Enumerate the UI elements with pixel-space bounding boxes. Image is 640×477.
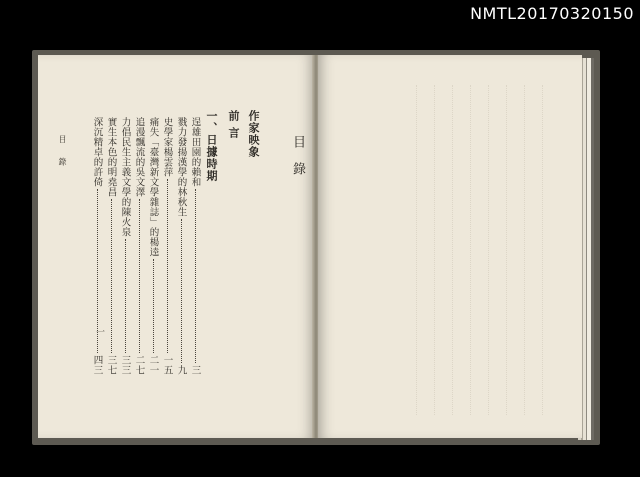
- bleed-through-text: [488, 85, 489, 415]
- toc-entry: [176, 117, 186, 375]
- toc-title: 目錄: [290, 135, 305, 189]
- toc-entry-title: 逞雄田園的賴和: [189, 117, 201, 187]
- section-preface: 前 言: [227, 110, 240, 139]
- running-footer: 目 錄: [58, 135, 67, 172]
- dot-leader: [194, 189, 196, 363]
- toc-entry-page: 二一: [147, 355, 159, 375]
- bleed-through-text: [524, 85, 525, 415]
- page-number: 一: [94, 327, 104, 336]
- toc-entry: [162, 117, 172, 375]
- toc-entry: [148, 117, 158, 375]
- bleed-through-text: [452, 85, 453, 415]
- right-page-show-through: [318, 55, 582, 438]
- toc-entry-page: 二七: [133, 355, 145, 375]
- bleed-through-text: [416, 85, 417, 415]
- toc-entry: [120, 117, 130, 375]
- toc-entry: [190, 117, 200, 375]
- dot-leader: [152, 259, 154, 353]
- bleed-through-text: [434, 85, 435, 415]
- toc-entry-page: 一五: [161, 355, 173, 375]
- toc-entry: [92, 117, 102, 375]
- section-portrait: 作家映象: [247, 110, 260, 158]
- bleed-through-text: [506, 85, 507, 415]
- toc-entry-page: 四三: [91, 355, 103, 375]
- toc-entry-title: 追漫飄流的吳文澤: [133, 117, 145, 197]
- archive-id-watermark: NMTL20170320150: [470, 4, 634, 23]
- toc-entry-title: 戮力發揚漢學的林秋生: [175, 117, 187, 217]
- toc-entry-page: 九: [175, 365, 187, 375]
- dot-leader: [180, 219, 182, 363]
- bleed-through-text: [542, 85, 543, 415]
- dot-leader: [110, 199, 112, 353]
- toc-entry: [106, 117, 116, 375]
- bleed-through-text: [470, 85, 471, 415]
- toc-entry: [134, 117, 144, 375]
- toc-entry-title: 實生本色的明堯昌: [105, 117, 117, 197]
- toc-entry-page: 三七: [105, 355, 117, 375]
- toc-entry-title: 痛失「臺灣新文學雜誌」的楊逵: [147, 117, 159, 257]
- toc-entry-title: 深沉精卓的許倚: [91, 117, 103, 187]
- toc-entry-title: 史學家楊雲萍: [161, 117, 173, 177]
- toc-entry-title: 力倡民生主義文學的陳火泉: [119, 117, 131, 237]
- section-period: 一、日據時期: [205, 110, 218, 182]
- toc-entry-page: 三三: [119, 355, 131, 375]
- toc-entry-page: 三: [189, 365, 201, 375]
- dot-leader: [124, 239, 126, 353]
- left-page: [38, 55, 314, 438]
- dot-leader: [138, 199, 140, 353]
- dot-leader: [166, 179, 168, 353]
